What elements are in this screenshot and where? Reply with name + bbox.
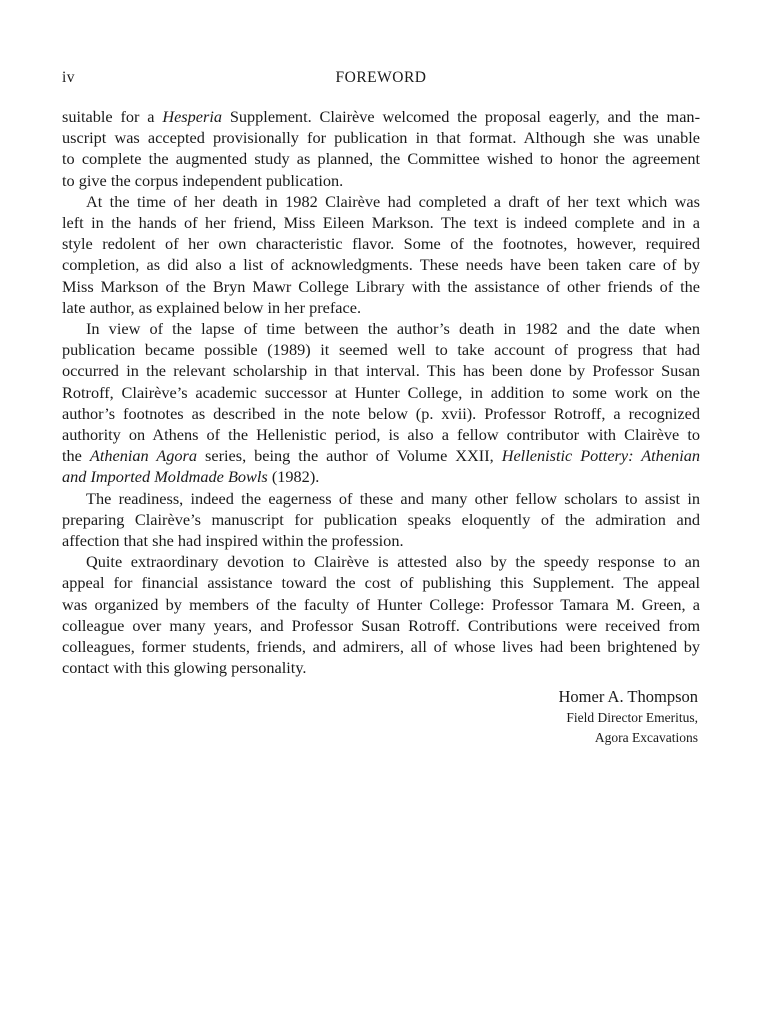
text-run: Quite extraordinary devotion to Clairève is attested also by the speedy response to an <box>86 552 700 572</box>
foreword-body <box>62 106 700 678</box>
text-line <box>62 212 700 233</box>
text-line <box>62 466 700 487</box>
text-run: Rotroff, Clairève’s academic successor at Hunter College, in addition to some work on the <box>62 382 700 402</box>
text-line <box>62 530 700 551</box>
text-line <box>62 424 700 445</box>
text-run: Miss Markson of the Bryn Mawr College Library with the assistance of other friends of the <box>62 276 700 296</box>
text-run: was organized by members of the faculty of Hunter College: Professor Tamara M. Green, a <box>62 594 700 614</box>
text-line <box>62 297 700 318</box>
text-line <box>62 339 700 360</box>
text-run: left in the hands of her friend, Miss Eileen Markson. The text is indeed complete and in a <box>62 213 700 233</box>
signature-block <box>559 686 699 748</box>
text-line <box>62 382 700 403</box>
text-line <box>62 488 700 509</box>
text-run: to give the corpus independent publication. <box>62 170 344 190</box>
text-line <box>62 636 700 657</box>
text-run: style redolent of her own characteristic flavor. Some of the footnotes, however, required <box>62 234 700 254</box>
running-head <box>62 69 700 89</box>
text-run: preparing Clairève’s manuscript for publication speaks eloquently of the admiration and <box>62 509 700 529</box>
paragraph <box>62 191 700 318</box>
italic-title: Hellenistic Pottery: Athenian <box>501 446 700 466</box>
italic-title: Athenian Agora <box>89 446 198 466</box>
italic-title: Hesperia <box>162 107 222 126</box>
text-line <box>62 551 700 572</box>
text-run: occurred in the relevant scholarship in that interval. This has been done by Professor Susan <box>62 361 700 381</box>
page-number: iv <box>62 69 76 86</box>
text-run: At the time of her death in 1982 Clairève had completed a draft of her text which was <box>86 191 700 211</box>
text-line <box>62 127 700 148</box>
signatory-name: Homer A. Thompson <box>558 687 698 706</box>
text-line <box>62 276 700 297</box>
text-line <box>62 594 700 615</box>
text-run: the <box>62 446 90 466</box>
text-run: In view of the lapse of time between the author’s death in 1982 and the date when <box>86 319 700 339</box>
text-line <box>62 615 700 636</box>
text-line <box>62 403 700 424</box>
text-run: uscript was accepted provisionally for publication in that format. Although she was unable <box>62 128 700 148</box>
text-run: to complete the augmented study as planned, the Committee wished to honor the agreement <box>62 149 700 169</box>
text-run: contact with this glowing personality. <box>62 658 307 678</box>
text-line <box>62 254 700 275</box>
paragraph <box>62 106 700 191</box>
text-line <box>62 318 700 339</box>
text-line <box>62 360 700 381</box>
text-line <box>62 509 700 530</box>
text-line <box>62 106 700 127</box>
text-line <box>62 191 700 212</box>
text-line <box>62 148 700 169</box>
text-run: author’s footnotes as described in the note below (p. xvii). Professor Rotroff, a recognized <box>62 403 700 423</box>
text-run: Supplement. Clairève welcomed the proposal eagerly, and the man- <box>222 107 700 126</box>
text-run: The readiness, indeed the eagerness of these and many other fellow scholars to assist in <box>86 488 700 508</box>
italic-title: and Imported Moldmade Bowls <box>62 467 268 487</box>
text-line <box>62 233 700 254</box>
text-run: publication became possible (1989) it seemed well to take account of progress that had <box>62 340 700 360</box>
text-run: completion, as did also a list of acknowledgments. These needs have been taken care of by <box>62 255 700 275</box>
text-line <box>62 445 700 466</box>
text-run: colleague over many years, and Professor Susan Rotroff. Contributions were received from <box>62 615 700 635</box>
text-run: appeal for financial assistance toward the cost of publishing this Supplement. The appeal <box>62 573 700 593</box>
text-run: (1982). <box>267 467 320 487</box>
signatory-affiliation: Agora Excavations <box>594 730 698 745</box>
text-run: suitable for a <box>62 107 163 126</box>
text-run: colleagues, former students, friends, and admirers, all of whose lives had been brightened by <box>62 637 700 657</box>
text-line <box>62 657 700 678</box>
text-line <box>62 170 700 191</box>
signatory-title: Field Director Emeritus, <box>566 710 698 725</box>
text-run: authority on Athens of the Hellenistic period, is also a fellow contributor with Clairève to <box>62 425 700 445</box>
paragraph <box>62 488 700 552</box>
paragraph <box>62 551 700 678</box>
text-run: series, being the author of Volume XXII, <box>197 446 502 466</box>
text-run: late author, as explained below in her preface. <box>62 297 362 317</box>
text-run: affection that she had inspired within the profession. <box>62 531 404 551</box>
paragraph <box>62 318 700 488</box>
text-line <box>62 572 700 593</box>
section-title: FOREWORD <box>335 69 427 86</box>
